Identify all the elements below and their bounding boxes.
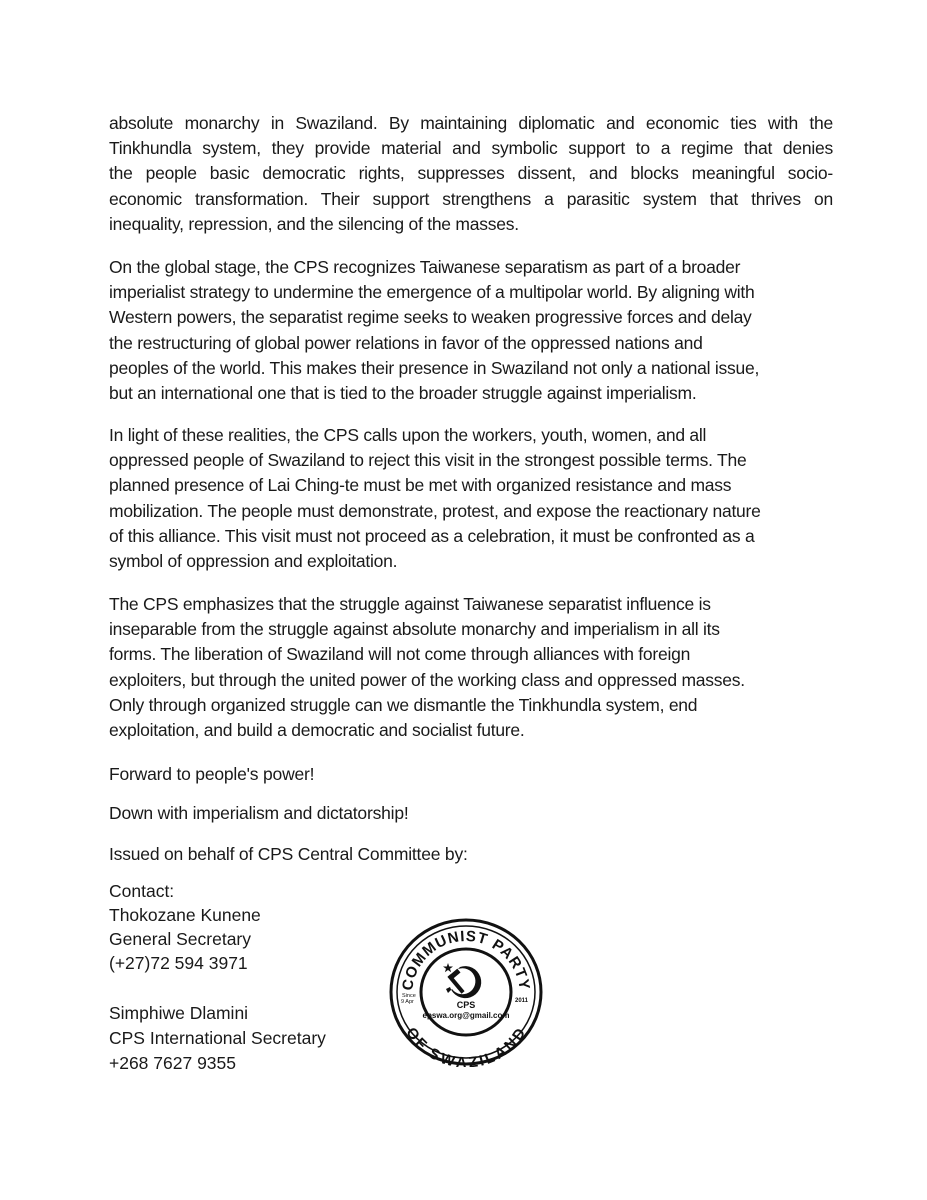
text-line: In light of these realities, the CPS calls upon the workers, youth, women, and all [109, 425, 707, 445]
text-line: symbol of oppression and exploitation. [109, 551, 398, 572]
text-line: Western powers, the separatist regime seeks to weaken progressive forces and delay [109, 307, 752, 328]
text-line: exploitation, and build a democratic and socialist future. [109, 720, 525, 741]
contact-block-international-secretary [109, 1001, 326, 1076]
party-stamp-logo [388, 917, 544, 1067]
text-line: forms. The liberation of Swaziland will not come through alliances with foreign [109, 644, 691, 665]
text-line: The CPS emphasizes that the struggle against Taiwanese separatist influence is [109, 594, 711, 614]
contact-phone: +268 7627 9355 [109, 1053, 237, 1073]
text-line: exploiters, but through the united power of the working class and oppressed masses. [109, 669, 745, 690]
text-line: Only through organized struggle can we dismantle the Tinkhundla system, end [109, 694, 698, 715]
text-line: the restructuring of global power relations in favor of the oppressed nations and [109, 332, 703, 353]
text-line: Tinkhundla system, they provide material and symbolic support to a regime that denies [109, 138, 833, 159]
text-line: of this alliance. This visit must not proceed as a celebration, it must be confronted as a [109, 525, 755, 546]
slogan-peoples-power: Forward to people's power! [109, 764, 315, 784]
contact-name: Thokozane Kunene [109, 905, 261, 925]
contact-title: General Secretary [109, 929, 252, 949]
contact-label: Contact: [109, 881, 175, 901]
hammer-and-sickle-star-icon [443, 963, 481, 998]
svg-text:OF SWAZILAND [402, 1025, 529, 1067]
contact-phone: (+27)72 594 3971 [109, 953, 248, 973]
stamp-year: 2011 [515, 998, 529, 1004]
text-line: oppressed people of Swaziland to reject this visit in the strongest possible terms. The [109, 450, 747, 471]
paragraph-monarchy-ties [109, 111, 833, 237]
text-line: mobilization. The people must demonstrate, protest, and expose the reactionary nature [109, 500, 761, 521]
contact-name: Simphiwe Dlamini [109, 1003, 249, 1023]
text-line: peoples of the world. This makes their presence in Swaziland not only a national issue, [109, 357, 760, 378]
text-line: inequality, repression, and the silencing of the masses. [109, 213, 519, 234]
issued-by-line: Issued on behalf of CPS Central Committee by: [109, 844, 468, 864]
stamp-top-text: COMMUNIST PARTY [399, 927, 533, 992]
text-line: imperialist strategy to undermine the emergence of a multipolar world. By aligning with [109, 282, 755, 303]
slogan-down-with-imperialism: Down with imperialism and dictatorship! [109, 803, 409, 823]
text-line: but an international one that is tied to the broader struggle against imperialism. [109, 383, 697, 404]
stamp-bottom-text: OF SWAZILAND [402, 1024, 530, 1067]
text-line: the people basic democratic rights, suppresses dissent, and blocks meaningful socio- [109, 163, 833, 184]
paragraph-call-to-action [109, 423, 833, 574]
stamp-since: Since [402, 993, 416, 999]
paragraph-global-stage [109, 255, 833, 406]
text-line: economic transformation. Their support strengthens a parasitic system that thrives on [109, 188, 833, 209]
text-line: planned presence of Lai Ching-te must be met with organized resistance and mass [109, 475, 732, 496]
stamp-email: epswa.org@gmail.com [422, 1011, 510, 1020]
paragraph-struggle [109, 592, 833, 743]
text-line: absolute monarchy in Swaziland. By maintaining diplomatic and economic ties with the [109, 113, 833, 133]
stamp-since-date: 9 Apr [401, 999, 414, 1005]
text-line: On the global stage, the CPS recognizes Taiwanese separatism as part of a broader [109, 257, 741, 277]
stamp-abbr: CPS [456, 1000, 476, 1010]
text-line: inseparable from the struggle against absolute monarchy and imperialism in all its [109, 619, 720, 640]
contact-block-general-secretary [109, 879, 261, 975]
contact-title: CPS International Secretary [109, 1028, 326, 1048]
